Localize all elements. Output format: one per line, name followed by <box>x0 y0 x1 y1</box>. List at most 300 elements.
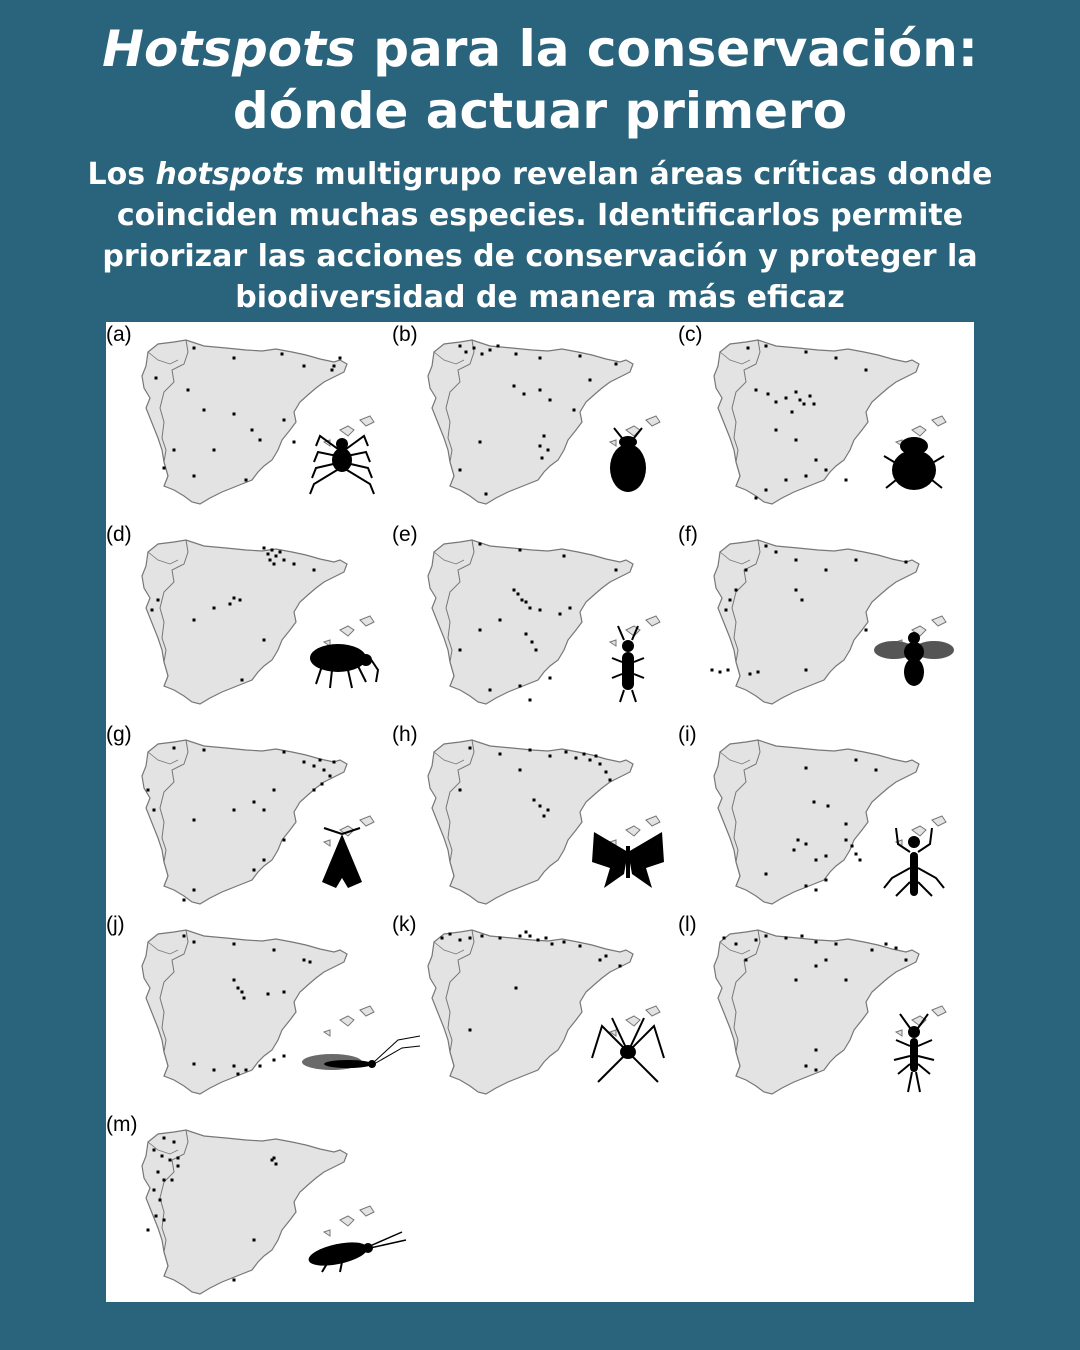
occurrence-dot <box>499 753 502 756</box>
subtitle-post: multigrupo revelan áreas críticas donde coinciden muchas especies. Identificarlos permite priorizar las acciones de conservación y proteger la biodiversidad de manera más eficaz <box>102 157 993 315</box>
title-emphasis: Hotspots <box>102 20 356 78</box>
spider-icon <box>302 422 432 512</box>
occurrence-dot <box>157 1171 160 1174</box>
occurrence-dot <box>541 457 544 460</box>
occurrence-dot <box>815 941 818 944</box>
occurrence-dot <box>263 859 266 862</box>
title-line-2: dónde actuar primero <box>232 82 848 140</box>
occurrence-dot <box>157 599 160 602</box>
occurrence-dot <box>805 1065 808 1068</box>
occurrence-dot <box>805 843 808 846</box>
occurrence-dot <box>755 939 758 942</box>
occurrence-dot <box>469 1029 472 1032</box>
occurrence-dot <box>859 859 862 862</box>
occurrence-dot <box>193 889 196 892</box>
occurrence-dot <box>155 1215 158 1218</box>
occurrence-dot <box>243 997 246 1000</box>
occurrence-dot <box>203 409 206 412</box>
occurrence-dot <box>469 937 472 940</box>
occurrence-dot <box>267 553 270 556</box>
occurrence-dot <box>827 805 830 808</box>
occurrence-dot <box>489 689 492 692</box>
stonefly-icon <box>874 1012 1004 1102</box>
bee-icon <box>874 622 1004 712</box>
occurrence-dot <box>855 853 858 856</box>
occurrence-dot <box>805 885 808 888</box>
mantis-icon <box>874 822 1004 912</box>
occurrence-dot <box>793 849 796 852</box>
occurrence-dot <box>329 775 332 778</box>
occurrence-dot <box>519 769 522 772</box>
occurrence-dot <box>251 429 254 432</box>
occurrence-dot <box>835 357 838 360</box>
occurrence-dot <box>485 493 488 496</box>
occurrence-dot <box>539 389 542 392</box>
occurrence-dot <box>589 379 592 382</box>
occurrence-dot <box>173 1141 176 1144</box>
occurrence-dot <box>725 609 728 612</box>
occurrence-dot <box>479 441 482 444</box>
occurrence-dot <box>163 1179 166 1182</box>
occurrence-dot <box>785 479 788 482</box>
occurrence-dot <box>449 933 452 936</box>
occurrence-dot <box>599 959 602 962</box>
subtitle-emphasis: hotspots <box>155 157 304 192</box>
occurrence-dot <box>279 551 282 554</box>
occurrence-dot <box>795 559 798 562</box>
occurrence-dot <box>253 801 256 804</box>
occurrence-dot <box>583 753 586 756</box>
panel-label: (l) <box>678 913 697 936</box>
occurrence-dot <box>319 759 322 762</box>
occurrence-dot <box>193 819 196 822</box>
panel-label: (c) <box>678 323 703 346</box>
occurrence-dot <box>565 751 568 754</box>
occurrence-dot <box>755 389 758 392</box>
occurrence-dot <box>735 943 738 946</box>
occurrence-dot <box>719 671 722 674</box>
occurrence-dot <box>313 569 316 572</box>
occurrence-dot <box>237 1073 240 1076</box>
occurrence-dot <box>309 961 312 964</box>
occurrence-dot <box>321 783 324 786</box>
occurrence-dot <box>237 987 240 990</box>
occurrence-dot <box>183 935 186 938</box>
occurrence-dot <box>213 607 216 610</box>
occurrence-dot <box>499 619 502 622</box>
occurrence-dot <box>497 345 500 348</box>
occurrence-dot <box>303 365 306 368</box>
occurrence-dot <box>233 1279 236 1282</box>
occurrence-dot <box>339 357 342 360</box>
occurrence-dot <box>233 809 236 812</box>
occurrence-dot <box>203 749 206 752</box>
occurrence-dot <box>855 559 858 562</box>
occurrence-dot <box>239 599 242 602</box>
occurrence-dot <box>275 555 278 558</box>
occurrence-dot <box>193 347 196 350</box>
occurrence-dot <box>271 549 274 552</box>
occurrence-dot <box>193 619 196 622</box>
occurrence-dot <box>735 589 738 592</box>
occurrence-dot <box>797 839 800 842</box>
occurrence-dot <box>845 479 848 482</box>
occurrence-dot <box>543 435 546 438</box>
occurrence-dot <box>163 1137 166 1140</box>
occurrence-dot <box>521 599 524 602</box>
occurrence-dot <box>905 561 908 564</box>
occurrence-dot <box>173 449 176 452</box>
occurrence-dot <box>775 429 778 432</box>
occurrence-dot <box>161 1155 164 1158</box>
occurrence-dot <box>803 403 806 406</box>
occurrence-dot <box>575 757 578 760</box>
occurrence-dot <box>147 789 150 792</box>
occurrence-dot <box>539 445 542 448</box>
occurrence-dot <box>233 597 236 600</box>
occurrence-dot <box>323 769 326 772</box>
occurrence-dot <box>875 769 878 772</box>
occurrence-dot <box>599 763 602 766</box>
occurrence-dot <box>609 779 612 782</box>
occurrence-dot <box>245 479 248 482</box>
panel-label: (i) <box>678 723 697 746</box>
panel-label: (a) <box>106 323 132 346</box>
occurrence-dot <box>765 345 768 348</box>
occurrence-dot <box>813 403 816 406</box>
occurrence-dot <box>293 441 296 444</box>
occurrence-dot <box>795 391 798 394</box>
occurrence-dot <box>529 607 532 610</box>
occurrence-dot <box>245 1069 248 1072</box>
moth-icon <box>302 822 432 912</box>
occurrence-dot <box>459 469 462 472</box>
butterfly-icon <box>588 822 718 912</box>
occurrence-dot <box>815 1069 818 1072</box>
ground-beetle-icon <box>302 622 432 712</box>
occurrence-dot <box>153 809 156 812</box>
occurrence-dot <box>615 569 618 572</box>
occurrence-dot <box>815 459 818 462</box>
occurrence-dot <box>269 559 272 562</box>
occurrence-dot <box>481 935 484 938</box>
occurrence-dot <box>723 937 726 940</box>
occurrence-dot <box>171 1179 174 1182</box>
occurrence-dot <box>169 1159 172 1162</box>
occurrence-dot <box>549 399 552 402</box>
occurrence-dot <box>805 669 808 672</box>
harvestman-icon <box>588 1012 718 1102</box>
occurrence-dot <box>813 801 816 804</box>
panel-label: (e) <box>392 523 418 546</box>
occurrence-dot <box>547 809 550 812</box>
occurrence-dot <box>619 965 622 968</box>
occurrence-dot <box>283 839 286 842</box>
occurrence-dot <box>845 823 848 826</box>
occurrence-dot <box>895 947 898 950</box>
occurrence-dot <box>539 805 542 808</box>
occurrence-dot <box>481 353 484 356</box>
occurrence-dot <box>605 955 608 958</box>
page-title <box>0 18 1080 142</box>
occurrence-dot <box>809 395 812 398</box>
occurrence-dot <box>539 357 542 360</box>
occurrence-dot <box>519 935 522 938</box>
occurrence-dot <box>313 789 316 792</box>
occurrence-dot <box>525 633 528 636</box>
occurrence-dot <box>785 397 788 400</box>
occurrence-dot <box>515 987 518 990</box>
occurrence-dot <box>559 613 562 616</box>
occurrence-dot <box>459 939 462 942</box>
occurrence-dot <box>815 1049 818 1052</box>
occurrence-dot <box>845 979 848 982</box>
occurrence-dot <box>805 767 808 770</box>
occurrence-dot <box>765 489 768 492</box>
occurrence-dot <box>259 439 262 442</box>
occurrence-dot <box>825 469 828 472</box>
occurrence-dot <box>519 549 522 552</box>
occurrence-dot <box>193 941 196 944</box>
occurrence-dot <box>563 555 566 558</box>
occurrence-dot <box>253 1239 256 1242</box>
occurrence-dot <box>545 937 548 940</box>
occurrence-dot <box>529 749 532 752</box>
occurrence-dot <box>539 609 542 612</box>
occurrence-dot <box>589 759 592 762</box>
occurrence-dot <box>259 1065 262 1068</box>
occurrence-dot <box>795 439 798 442</box>
occurrence-dot <box>153 1149 156 1152</box>
occurrence-dot <box>271 1159 274 1162</box>
occurrence-dot <box>825 569 828 572</box>
occurrence-dot <box>293 563 296 566</box>
occurrence-dot <box>213 449 216 452</box>
occurrence-dot <box>193 1063 196 1066</box>
occurrence-dot <box>765 545 768 548</box>
occurrence-dot <box>801 599 804 602</box>
occurrence-dot <box>159 1199 162 1202</box>
occurrence-dot <box>241 679 244 682</box>
occurrence-dot <box>835 943 838 946</box>
occurrence-dot <box>765 935 768 938</box>
occurrence-dot <box>283 1055 286 1058</box>
occurrence-dot <box>465 351 468 354</box>
occurrence-dot <box>595 755 598 758</box>
occurrence-dot <box>523 393 526 396</box>
occurrence-dot <box>775 551 778 554</box>
occurrence-dot <box>871 949 874 952</box>
occurrence-dot <box>543 815 546 818</box>
occurrence-dot <box>767 393 770 396</box>
occurrence-dot <box>213 1069 216 1072</box>
occurrence-dot <box>727 669 730 672</box>
occurrence-dot <box>331 369 334 372</box>
occurrence-dot <box>569 607 572 610</box>
occurrence-dot <box>273 949 276 952</box>
panel-label: (f) <box>678 523 698 546</box>
occurrence-dot <box>229 603 232 606</box>
occurrence-dot <box>535 649 538 652</box>
panel-label: (m) <box>106 1113 138 1136</box>
occurrence-dot <box>547 449 550 452</box>
occurrence-dot <box>605 771 608 774</box>
panel-label: (b) <box>392 323 418 346</box>
earwig-icon <box>588 622 718 712</box>
occurrence-dot <box>273 789 276 792</box>
occurrence-dot <box>281 353 284 356</box>
occurrence-dot <box>233 943 236 946</box>
occurrence-dot <box>791 411 794 414</box>
occurrence-dot <box>815 889 818 892</box>
occurrence-dot <box>283 559 286 562</box>
occurrence-dot <box>233 979 236 982</box>
occurrence-dot <box>187 389 190 392</box>
occurrence-dot <box>263 809 266 812</box>
occurrence-dot <box>529 935 532 938</box>
occurrence-dot <box>513 589 516 592</box>
lacewing-icon <box>302 1012 432 1102</box>
occurrence-dot <box>851 845 854 848</box>
occurrence-dot <box>193 475 196 478</box>
beetle-icon <box>588 422 718 512</box>
occurrence-dot <box>795 589 798 592</box>
occurrence-dot <box>765 873 768 876</box>
occurrence-dot <box>263 547 266 550</box>
occurrence-dot <box>785 937 788 940</box>
occurrence-dot <box>579 355 582 358</box>
occurrence-dot <box>805 475 808 478</box>
occurrence-dot <box>459 345 462 348</box>
occurrence-dot <box>537 939 540 942</box>
occurrence-dot <box>233 413 236 416</box>
occurrence-dot <box>241 991 244 994</box>
occurrence-dot <box>529 699 532 702</box>
occurrence-dot <box>479 629 482 632</box>
occurrence-dot <box>283 991 286 994</box>
dung-beetle-icon <box>874 422 1004 512</box>
occurrence-dot <box>525 601 528 604</box>
occurrence-dot <box>533 799 536 802</box>
occurrence-dot <box>515 353 518 356</box>
subtitle <box>40 154 1040 318</box>
occurrence-dot <box>525 931 528 934</box>
occurrence-dot <box>273 563 276 566</box>
occurrence-dot <box>163 467 166 470</box>
occurrence-dot <box>531 641 534 644</box>
occurrence-dot <box>155 377 158 380</box>
occurrence-dot <box>163 1219 166 1222</box>
panel-label: (h) <box>392 723 418 746</box>
occurrence-dot <box>253 869 256 872</box>
occurrence-dot <box>865 369 868 372</box>
occurrence-dot <box>283 751 286 754</box>
hotspot-map-figure <box>106 322 974 1302</box>
occurrence-dot <box>799 399 802 402</box>
occurrence-dot <box>815 965 818 968</box>
occurrence-dot <box>233 1065 236 1068</box>
occurrence-dot <box>303 959 306 962</box>
caddisfly-icon <box>302 1212 432 1302</box>
occurrence-dot <box>579 945 582 948</box>
occurrence-dot <box>263 639 266 642</box>
occurrence-dot <box>151 609 154 612</box>
occurrence-dot <box>749 673 752 676</box>
occurrence-dot <box>549 755 552 758</box>
occurrence-dot <box>273 1059 276 1062</box>
occurrence-dot <box>517 593 520 596</box>
occurrence-dot <box>757 671 760 674</box>
occurrence-dot <box>469 747 472 750</box>
occurrence-dot <box>729 599 732 602</box>
occurrence-dot <box>795 979 798 982</box>
occurrence-dot <box>459 789 462 792</box>
occurrence-dot <box>865 629 868 632</box>
occurrence-dot <box>573 409 576 412</box>
occurrence-dot <box>233 357 236 360</box>
occurrence-dot <box>845 839 848 842</box>
occurrence-dot <box>825 855 828 858</box>
occurrence-dot <box>173 747 176 750</box>
occurrence-dot <box>499 937 502 940</box>
occurrence-dot <box>459 649 462 652</box>
occurrence-dot <box>805 351 808 354</box>
occurrence-dot <box>815 859 818 862</box>
occurrence-dot <box>275 1163 278 1166</box>
occurrence-dot <box>513 385 516 388</box>
occurrence-dot <box>333 365 336 368</box>
occurrence-dot <box>775 401 778 404</box>
occurrence-dot <box>551 943 554 946</box>
occurrence-dot <box>615 363 618 366</box>
occurrence-dot <box>153 1189 156 1192</box>
occurrence-dot <box>333 761 336 764</box>
occurrence-dot <box>183 899 186 902</box>
occurrence-dot <box>267 993 270 996</box>
occurrence-dot <box>825 879 828 882</box>
panel-label: (d) <box>106 523 132 546</box>
occurrence-dot <box>519 685 522 688</box>
occurrence-dot <box>905 959 908 962</box>
occurrence-dot <box>855 759 858 762</box>
occurrence-dot <box>441 937 444 940</box>
occurrence-dot <box>177 1165 180 1168</box>
title-rest: para la conservación: <box>355 20 978 78</box>
occurrence-dot <box>563 941 566 944</box>
panel-label: (k) <box>392 913 417 936</box>
occurrence-dot <box>147 1229 150 1232</box>
occurrence-dot <box>825 959 828 962</box>
occurrence-dot <box>303 761 306 764</box>
occurrence-dot <box>745 959 748 962</box>
occurrence-dot <box>549 677 552 680</box>
occurrence-dot <box>801 935 804 938</box>
occurrence-dot <box>711 669 714 672</box>
occurrence-dot <box>313 765 316 768</box>
occurrence-dot <box>283 419 286 422</box>
occurrence-dot <box>885 943 888 946</box>
occurrence-dot <box>489 349 492 352</box>
occurrence-dot <box>755 497 758 500</box>
occurrence-dot <box>177 1157 180 1160</box>
panel-label: (j) <box>106 913 125 936</box>
occurrence-dot <box>473 347 476 350</box>
subtitle-pre: Los <box>87 157 156 192</box>
occurrence-dot <box>745 569 748 572</box>
panel-label: (g) <box>106 723 132 746</box>
occurrence-dot <box>479 543 482 546</box>
occurrence-dot <box>747 347 750 350</box>
